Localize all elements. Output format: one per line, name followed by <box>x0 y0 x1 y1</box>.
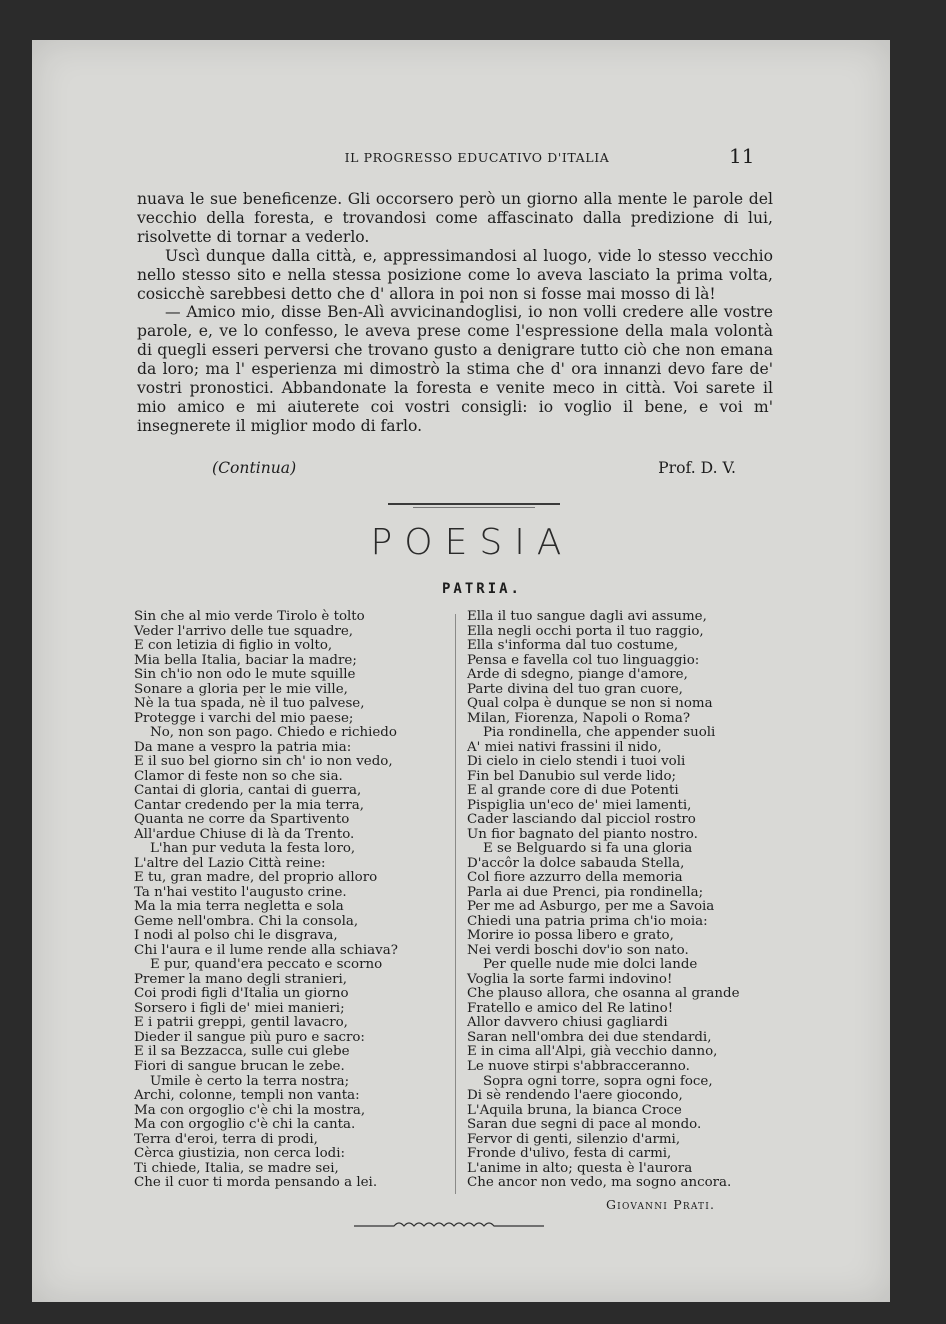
poem-line: L'anime in alto; questa è l'aurora <box>467 1160 693 1176</box>
poem-line: Le nuove stirpi s'abbracceranno. <box>467 1058 690 1074</box>
poem-line: Veder l'arrivo delle tue squadre, <box>134 623 354 639</box>
poem-line: E al grande core di due Potenti <box>467 783 679 799</box>
poem-line: Morire io possa libero e grato, <box>467 928 674 944</box>
poem-line: L'altre del Lazio Città reine: <box>134 855 326 871</box>
poem-line: Pispiglia un'eco de' miei lamenti, <box>467 797 692 813</box>
poem-right-column <box>467 610 740 1191</box>
poem-line: E in cima all'Alpi, già vecchio danno, <box>467 1044 718 1060</box>
poem-line: Dieder il sangue più puro e sacro: <box>134 1029 365 1045</box>
poem-line: Quanta ne corre da Spartivento <box>134 812 350 828</box>
prose-author: Prof. D. V. <box>658 459 736 477</box>
prose-paragraph: nuava le sue beneficenze. Gli occorsero però un giorno alla mente le parole del vecchio della foresta, e trovandosi come affascinato dalla predizione di lui, risolvette di tornar a vederlo. <box>137 190 773 246</box>
section-divider-thin <box>413 507 535 508</box>
poem-line: Fervor di genti, silenzio d'armi, <box>467 1131 681 1147</box>
poem-line: Che il cuor ti morda pensando a lei. <box>134 1175 378 1191</box>
poem-line: E tu, gran madre, del proprio alloro <box>134 870 378 886</box>
poem-line: E pur, quand'era peccato e scorno <box>150 957 383 973</box>
poem-line: I nodi al polso chi le disgrava, <box>134 928 338 944</box>
poem-line: E i patrii greppi, gentil lavacro, <box>134 1015 348 1031</box>
poem-line: E con letizia di figlio in volto, <box>134 638 333 654</box>
poem-line: E il suo bel giorno sin ch' io non vedo, <box>134 754 393 770</box>
poem-line: Archi, colonne, templi non vanta: <box>134 1088 360 1104</box>
poem-author: Giovanni Prati. <box>606 1197 716 1212</box>
poem-line: Cader lasciando dal picciol rostro <box>467 812 696 828</box>
poem-line: Col fiore azzurro della memoria <box>467 870 683 886</box>
poem-line: Fiori di sangue brucan le zebe. <box>134 1058 345 1074</box>
prose-body <box>137 190 773 436</box>
column-divider <box>455 614 456 1194</box>
poem-line: D'accôr la dolce sabauda Stella, <box>467 855 685 871</box>
poem-line: Un fior bagnato del pianto nostro. <box>467 826 698 842</box>
poem-line: L'han pur veduta la festa loro, <box>150 841 356 857</box>
poem-line: Fronde d'ulivo, festa di carmi, <box>467 1146 672 1162</box>
tail-ornament <box>354 1218 544 1230</box>
poem-line: Sin ch'io non odo le mute squille <box>134 667 356 683</box>
section-divider <box>388 503 560 505</box>
poem-line: Cèrca giustizia, non cerca lodi: <box>134 1146 346 1162</box>
poem-line: Sonare a gloria per le mie ville, <box>134 681 348 697</box>
poem-line: Cantai di gloria, cantai di guerra, <box>134 783 362 799</box>
continua-note: (Continua) <box>212 459 297 477</box>
poem-line: Ella il tuo sangue dagli avi assume, <box>467 609 707 624</box>
running-header: IL PROGRESSO EDUCATIVO D'ITALIA <box>344 150 610 165</box>
poem-line: Clamor di feste non so che sia. <box>134 768 343 784</box>
poem-line: Ella negli occhi porta il tuo raggio, <box>467 623 704 639</box>
poem-line: Sopra ogni torre, sopra ogni foce, <box>483 1073 713 1089</box>
poem-line: Geme nell'ombra. Chi la consola, <box>134 913 359 929</box>
poem-line: E se Belguardo si fa una gloria <box>483 841 693 857</box>
poem-line: Protegge i varchi del mio paese; <box>134 710 354 726</box>
poem-line: Arde di sdegno, piange d'amore, <box>467 667 688 683</box>
poem-line: Voglia la sorte farmi indovino! <box>467 971 673 987</box>
poem-line: Qual colpa è dunque se non si noma <box>467 696 713 712</box>
poem-line: Che ancor non vedo, ma sogno ancora. <box>467 1175 732 1191</box>
poem-line: Fratello e amico del Re latino! <box>467 1000 674 1016</box>
prose-paragraph: Uscì dunque dalla città, e, appressimandosi al luogo, vide lo stesso vecchio nello stesso sito e nella stessa posizione come lo aveva lasciato la prima volta, cosicchè sarebbesi detto che d' allora in poi non si fosse mai mosso di là! <box>137 246 773 303</box>
prose-signature-line <box>212 459 752 479</box>
poem-line: Terra d'eroi, terra di prodi, <box>134 1131 318 1147</box>
poem-line: Parla ai due Prenci, pia rondinella; <box>467 884 704 900</box>
poem-line: Pia rondinella, che appender suoli <box>483 725 716 741</box>
poem-line: Chiedi una patria prima ch'io moia: <box>467 913 708 929</box>
poem-line: A' miei nativi frassini il nido, <box>467 739 662 755</box>
prose-paragraph: — Amico mio, disse Ben-Alì avvicinandoglisi, io non volli credere alle vostre parole, e, ve lo confesso, le aveva prese come l'espressione della mala volontà di quegli esseri perversi che trovano gusto a denigrare tutto ciò che non emana da loro; ma l' esperienza mi dimostrò la stima che d' ora innanzi devo fare de' vostri pronostici. Abbandonate la foresta e venite meco in città. Voi sarete il mio amico e mi aiuterete coi vostri consigli: io voglio il bene, e voi m' insegnerete il miglior modo di farlo. <box>137 303 773 435</box>
poem-line: Umile è certo la terra nostra; <box>150 1073 350 1089</box>
poem-left-column <box>134 610 398 1191</box>
poem-line: Premer la mano degli stranieri, <box>134 971 348 987</box>
poem-line: Sin che al mio verde Tirolo è tolto <box>134 609 365 624</box>
poem-line: Ma con orgoglio c'è chi la mostra, <box>134 1102 366 1118</box>
poem-line: Nè la tua spada, nè il tuo palvese, <box>134 696 365 712</box>
poem-line: Mia bella Italia, baciar la madre; <box>134 652 357 668</box>
poem-line: Ti chiede, Italia, se madre sei, <box>134 1160 339 1176</box>
poem-line: Saran due segni di pace al mondo. <box>467 1117 702 1133</box>
page-number: 11 <box>729 144 755 168</box>
poem-line: Di sè rendendo l'aere giocondo, <box>467 1088 683 1104</box>
poem-line: Ta n'hai vestito l'augusto crine. <box>134 884 347 900</box>
poem-line: Saran nell'ombra dei due stendardi, <box>467 1029 712 1045</box>
document-page <box>32 40 890 1302</box>
poem-line: Cantar credendo per la mia terra, <box>134 797 364 813</box>
poem-line: Per me ad Asburgo, per me a Savoia <box>467 899 715 915</box>
section-heading: POESIA <box>370 522 574 563</box>
poem-line: Pensa e favella col tuo linguaggio: <box>467 652 700 668</box>
poem-line: Chi l'aura e il lume rende alla schiava? <box>134 942 398 958</box>
poem-line: No, non son pago. Chiedo e richiedo <box>150 725 397 741</box>
poem-line: Sorsero i figli de' miei manieri; <box>134 1000 345 1016</box>
poem-line: Per quelle nude mie dolci lande <box>483 957 698 973</box>
poem-line: Milan, Fiorenza, Napoli o Roma? <box>467 710 691 726</box>
poem-line: Che plauso allora, che osanna al grande <box>467 986 740 1002</box>
poem-line: Coi prodi figli d'Italia un giorno <box>134 986 349 1002</box>
poem-line: Allor davvero chiusi gagliardi <box>467 1015 668 1031</box>
poem-line: Ma con orgoglio c'è chi la canta. <box>134 1117 356 1133</box>
poem-line: L'Aquila bruna, la bianca Croce <box>467 1102 682 1118</box>
poem-line: Ella s'informa dal tuo costume, <box>467 638 679 654</box>
poem-line: Parte divina del tuo gran cuore, <box>467 681 683 697</box>
poem-title: PATRIA. <box>441 581 522 597</box>
poem-line: Di cielo in cielo stendi i tuoi voli <box>467 754 686 770</box>
poem-line: Da mane a vespro la patria mia: <box>134 739 352 755</box>
poem-line: Nei verdi boschi dov'io son nato. <box>467 942 689 958</box>
poem-line: Fin bel Danubio sul verde lido; <box>467 768 677 784</box>
poem-line: Ma la mia terra negletta e sola <box>134 899 344 915</box>
poem-line: All'ardue Chiuse di là da Trento. <box>134 826 355 842</box>
poem-line: E il sa Bezzacca, sulle cui glebe <box>134 1044 350 1060</box>
